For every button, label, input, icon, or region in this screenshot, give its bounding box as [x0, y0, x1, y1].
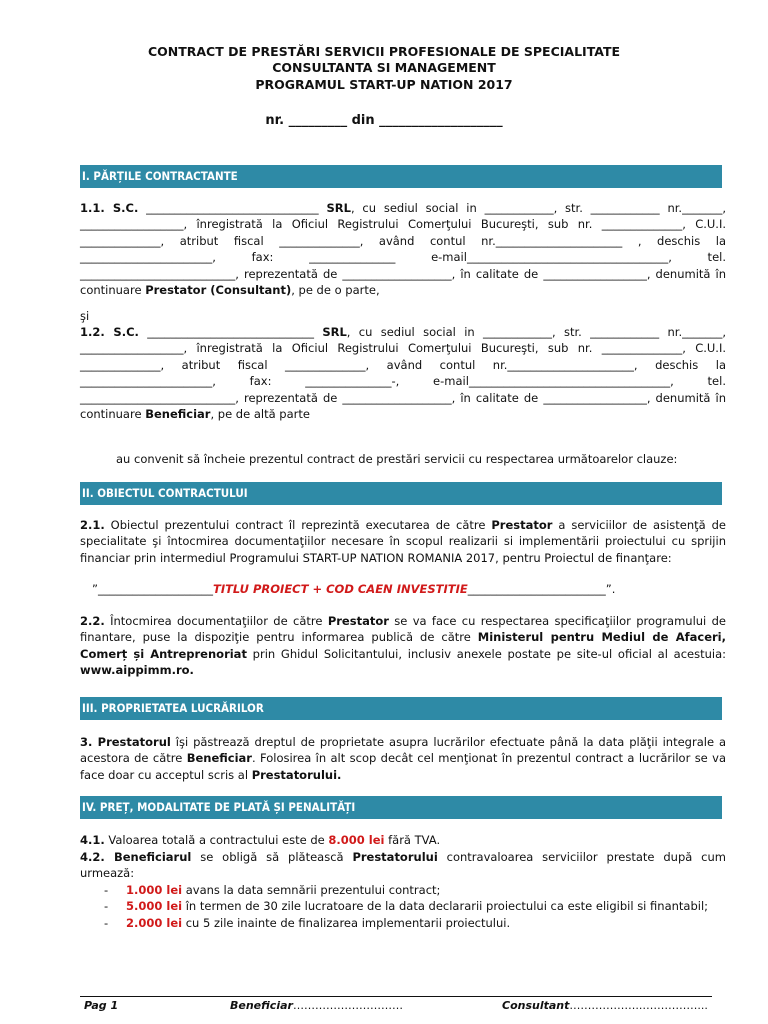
clause-2-2-ministry: Ministerul pentru Mediul de Afaceri, Comerț și Antreprenoriat	[80, 630, 726, 661]
party-1-role: Prestator (Consultant)	[145, 283, 292, 298]
section-header-pret: IV. PREȚ, MODALITATE DE PLATĂ ȘI PENALITĂȚI	[80, 796, 722, 819]
party-2-details: , cu sediul social in ____________, str. ____________ nr._______, __________________, înregistrată la Oficiul Registrului Comerţului Bucureşti, sub nr. ______________, C.U.I. ______________, atribut fiscal ______________, având contul nr.______________________, deschis la _______________________, fax: _______________-, e-mail___________________________________, tel. ___________________________, reprezentată de ___________________, în calitate de __________________, denumită în continuare	[80, 325, 727, 422]
clause-3	[80, 734, 726, 783]
list-dash: -	[104, 915, 109, 930]
clause-2-2-website: www.aippimm.ro.	[80, 663, 194, 678]
clause-4-1-text-b: fără TVA.	[384, 833, 441, 847]
page-number: Pag 1	[84, 999, 119, 1012]
clause-2-1-text-a: Obiectul prezentului contract îl reprezintă executarea de către	[104, 518, 492, 532]
clause-3-beneficiar: Beneficiar	[186, 751, 252, 766]
project-pre-blank: ”____________________	[92, 582, 213, 596]
clause-2-1-prestator: Prestator	[491, 518, 553, 532]
total-value: 8.000 lei	[328, 833, 385, 847]
party-2-name-blank: _____________________________	[138, 325, 323, 339]
payment-text: cu 5 zile inainte de finalizarea implementarii proiectului.	[182, 915, 511, 930]
clause-3-label: 3. Prestatorul	[80, 735, 171, 749]
contract-subtitle: CONSULTANTA SI MANAGEMENT	[272, 60, 496, 75]
party-1-clause	[80, 200, 726, 298]
clause-2-2-label: 2.2.	[80, 614, 105, 628]
footer-divider	[80, 996, 712, 997]
party-2-srl: SRL	[322, 325, 347, 339]
payment-text: avans la data semnării prezentului contract;	[182, 883, 441, 897]
clause-2-1-label: 2.1.	[80, 518, 105, 532]
footer-beneficiar	[230, 999, 403, 1012]
clause-2-2	[80, 613, 726, 679]
party-2-end: , pe de altă parte	[210, 407, 310, 422]
clause-3-prestatorului: Prestatorului.	[251, 767, 342, 782]
agreement-statement: au convenit să încheie prezentul contract de prestări servicii cu respectarea următoarelor clauze:	[116, 452, 678, 466]
party-1-label: 1.1. S.C.	[80, 201, 139, 215]
list-item	[80, 915, 726, 931]
list-dash: -	[104, 883, 109, 897]
section-header-obiect: II. OBIECTUL CONTRACTULUI	[80, 482, 722, 505]
payment-amount: 2.000 lei	[126, 915, 183, 930]
clause-4-2-prestatorului: Prestatorului	[352, 850, 438, 864]
clause-4-2-text-b: contravaloarea serviciilor prestate după cum urmează:	[80, 850, 726, 881]
party-2-clause	[80, 324, 726, 422]
section-header-proprietate: III. PROPRIETATEA LUCRĂRILOR	[80, 697, 722, 720]
clause-4-2-text-a: se obligă să plătească	[191, 850, 353, 864]
contract-number-line: nr. _________ din ___________________	[265, 113, 503, 128]
clause-2-2-text-c: prin Ghidul Solicitantului, inclusiv anexele postate pe site-ul oficial al acestuia:	[246, 646, 726, 661]
clause-2-2-prestator: Prestator	[327, 614, 389, 628]
party-1-name-blank: ______________________________	[138, 201, 327, 215]
party-2-role: Beneficiar	[145, 407, 211, 422]
footer-beneficiar-label: Beneficiar	[230, 999, 293, 1012]
clause-4-2-label: 4.2. Beneficiarul	[80, 850, 192, 864]
and-conjunction: şi	[80, 309, 90, 323]
clause-2-2-text-b: se va face cu respectarea specificaţiilor programului de finantare, puse la dispoziţie pentru informarea publică de către	[80, 614, 726, 645]
footer-consultant-label: Consultant	[502, 999, 570, 1012]
clause-3-text-a: îşi păstrează dreptul de proprietate asupra lucrărilor efectuate până la data plăţii integrale a acestora de către	[80, 735, 726, 766]
list-dash: -	[104, 899, 109, 914]
project-title-placeholder: TITLU PROIECT + COD CAEN INVESTITIE	[212, 582, 468, 596]
payment-amount: 1.000 lei	[126, 883, 183, 897]
payment-amount: 5.000 lei	[126, 899, 183, 914]
footer-beneficiar-signature: …………………………	[292, 999, 403, 1012]
party-1-details: , cu sediul social in ____________, str. ____________ nr._______, __________________, înregistrată la Oficiul Registrului Comerţului Bucureşti, sub nr. ______________, C.U.I. ______________, atribut fiscal ______________, având contul nr.______________________ , deschis la _______________________, fax: _______________ e-mail___________________________________, tel. ___________________________, reprezentată de ___________________, în calitate de __________________, denumită în continuare	[80, 201, 726, 298]
clause-4-1-text-a: Valoarea totală a contractului este de	[104, 833, 329, 847]
project-title-line	[92, 581, 732, 597]
clause-3-text-b: . Folosirea în alt scop decât cel menţionat în prezentul contract a lucrărilor se va face doar cu acceptul scris al	[80, 751, 726, 782]
payment-text: în termen de 30 zile lucratoare de la data declararii proiectului ca este eligibil si finantabil;	[182, 899, 709, 914]
party-1-end: , pe de o parte,	[291, 283, 380, 298]
party-2-label: 1.2. S.C.	[80, 325, 139, 339]
contract-title: CONTRACT DE PRESTĂRI SERVICII PROFESIONALE DE SPECIALITATE	[147, 44, 621, 59]
clause-4-2	[80, 849, 726, 882]
footer-consultant	[502, 999, 708, 1012]
program-title: PROGRAMUL START-UP NATION 2017	[255, 77, 513, 92]
list-item	[80, 882, 726, 898]
section-header-parti: I. PĂRȚILE CONTRACTANTE	[80, 165, 722, 188]
footer-consultant-signature: ………………..……………...	[569, 999, 708, 1012]
clause-2-1-text-b: a serviciilor de asistenţă de specialitate şi întocmirea documentaţiilor necesare în scopul realizarii si implementării proiectului cu sprijin financiar prin intermediul Programului START-UP NATION ROMANIA 2017, pentru Proiectul de finanţare:	[80, 518, 726, 565]
payment-schedule-list	[80, 882, 726, 931]
clause-2-1	[80, 517, 726, 566]
project-post-blank: ________________________”.	[467, 582, 616, 596]
clause-2-2-text-a: Întocmirea documentaţiilor de către	[104, 614, 328, 628]
clause-4-1	[80, 832, 726, 848]
clause-4-1-label: 4.1.	[80, 833, 105, 847]
list-item	[80, 898, 726, 914]
party-1-srl: SRL	[326, 201, 351, 215]
